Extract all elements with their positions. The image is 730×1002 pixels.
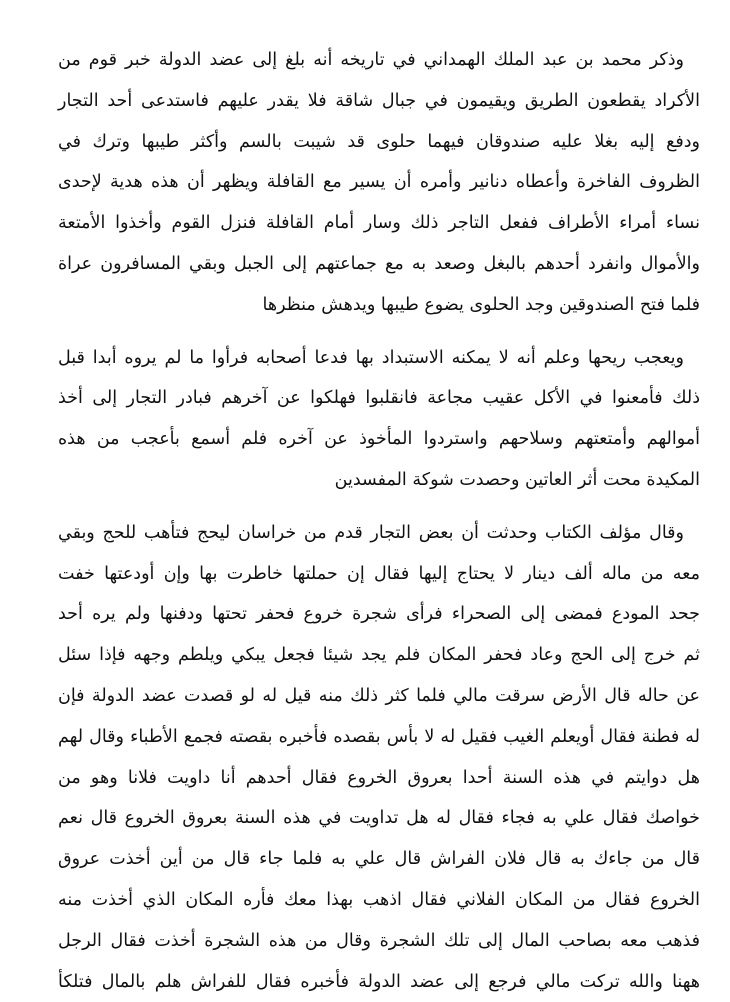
text-line: وقال مؤلف الكتاب وحدثت أن بعض التجار قدم من خراسان ليحج فتأهب للحج وبقي bbox=[58, 522, 684, 543]
text-line: ذلك فأمعنوا في الأكل عقيب مجاعة فانقلبوا فهلكوا عن آخرهم فبادر التجار إلى أخذ bbox=[58, 388, 700, 409]
text-line: الخروع فقال من المكان الفلاني فقال اذهب بهذا معك فأره المكان الذي أخذت منه bbox=[58, 889, 700, 910]
text-line: وذكر محمد بن عبد الملك الهمداني في تاريخه أنه بلغ إلى عضد الدولة خبر قوم من bbox=[58, 50, 684, 70]
text-line: المكيدة محت أثر العاتين وحصدت شوكة المفسدين bbox=[334, 469, 700, 490]
text-line: خواصك فقال علي به فجاء فقال له هل تداويت في هذه السنة بعروق الخروع قال نعم bbox=[58, 808, 700, 829]
text-line: له فطنة فقال أويعلم الغيب فقيل له لا بأس بقصده فأخبره بقصته فجمع الأطباء وقال لهم bbox=[58, 726, 700, 747]
text-line: هل دوايتم في هذه السنة أحدا بعروق الخروع فقال أحدهم أنا داويت فلانا وهو من bbox=[58, 767, 700, 788]
text-line: ثم خرج إلى الحج وعاد فحفر المكان فلم يجد شيئا فجعل يبكي ويلطم وجهه فإذا سئل bbox=[58, 645, 700, 666]
paragraph-2 bbox=[58, 338, 700, 501]
paragraph-1 bbox=[58, 40, 700, 326]
text-line: معه من ماله ألف دينار لا يحتاج إليها فقال إن حملتها خاطرت بها وإن أودعتها خفت bbox=[58, 563, 700, 584]
text-line: أموالهم وأمتعتهم وسلاحهم واستردوا المأخوذ عن آخره فلم أسمع بأعجب من هذه bbox=[58, 429, 700, 450]
text-line: الظروف الفاخرة وأعطاه دنانير وأمره أن يسير مع القافلة ويظهر أن هذه هدية لإحدى bbox=[58, 172, 700, 193]
text-line: والأموال وانفرد أحدهم بالبغل وصعد به مع جماعتهم إلى الجبل وبقي المسافرون عراة bbox=[58, 253, 700, 274]
text-line: الأكراد يقطعون الطريق ويقيمون في جبال شاقة فلا يقدر عليهم فاستدعى أحد التجار bbox=[58, 90, 700, 111]
text-line: نساء أمراء الأطراف ففعل التاجر ذلك وسار أمام القافلة فنزل القوم وأخذوا الأمتعة bbox=[58, 213, 700, 234]
text-line: فلما فتح الصندوقين وجد الحلوى يضوع طيبها ويدهش منظرها bbox=[262, 294, 700, 315]
text-line: ههنا والله تركت مالي فرجع إلى عضد الدولة فأخبره فقال للفراش هلم بالمال فتلكأ bbox=[58, 971, 700, 992]
document-page bbox=[58, 40, 700, 1002]
text-line: جحد المودع فمضى إلى الصحراء فرأى شجرة خروع فحفر تحتها ودفنها ولم يره أحد bbox=[58, 604, 700, 625]
text-line: فذهب معه بصاحب المال إلى تلك الشجرة وقال من هذه الشجرة أخذت فقال الرجل bbox=[58, 930, 700, 951]
text-line: عن حاله قال الأرض سرقت مالي فلما كثر ذلك منه قيل له لو قصدت عضد الدولة فإن bbox=[58, 685, 700, 706]
text-line: ودفع إليه بغلا عليه صندوقان فيهما حلوى قد شيبت بالسم وأكثر طيبها وترك في bbox=[58, 131, 700, 152]
text-line: قال من جاءك به قال فلان الفراش قال علي به فلما جاء قال من أين أخذت عروق bbox=[58, 849, 700, 870]
text-line: ويعجب ريحها وعلم أنه لا يمكنه الاستبداد بها فدعا أصحابه فرأوا ما لم يروه أبدا قبل bbox=[58, 347, 684, 368]
paragraph-3 bbox=[58, 513, 700, 1002]
